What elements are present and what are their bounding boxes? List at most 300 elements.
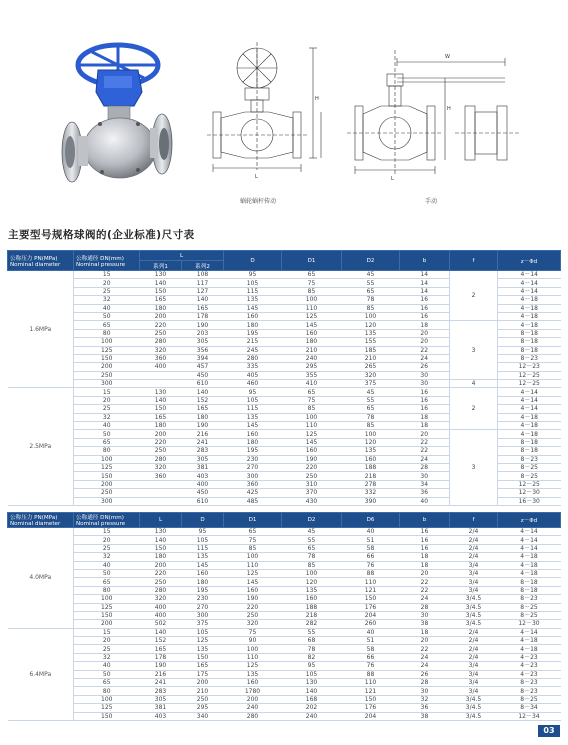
- table-cell: 32: [74, 653, 140, 661]
- page-number: 03: [538, 725, 560, 737]
- table-cell: 65: [282, 388, 342, 396]
- table-cell: 245: [224, 346, 282, 354]
- table-cell: 85: [282, 287, 342, 295]
- table-cell: [140, 380, 182, 388]
- label-l: L: [255, 174, 258, 180]
- table-cell: 335: [224, 363, 282, 371]
- table-cell: 178: [182, 312, 224, 320]
- table-cell: 400: [182, 480, 224, 488]
- table-cell: 165: [140, 645, 182, 653]
- table-cell: 360: [224, 480, 282, 488]
- header-d6: D6: [342, 513, 400, 528]
- table-cell: 12－25: [498, 480, 561, 488]
- table-cell: 15: [74, 388, 140, 396]
- table-cell: 218: [282, 611, 342, 619]
- table-cell: 140: [182, 296, 224, 304]
- table-cell: 100: [224, 553, 282, 561]
- label-h2: H: [447, 106, 451, 112]
- gear-drive-caption: 蜗轮蜗杆传动: [240, 198, 277, 205]
- spec-table-2: [7, 512, 561, 721]
- table-cell: 32: [74, 413, 140, 421]
- table-cell: 18: [400, 422, 450, 430]
- table-cell: 36: [400, 704, 450, 712]
- table-cell: 250: [140, 578, 182, 586]
- header-pn-en: Nominal diameter: [10, 521, 61, 527]
- table-cell-f: 3: [450, 430, 498, 506]
- table-cell: 355: [282, 371, 342, 379]
- table-cell: 22: [400, 586, 450, 594]
- table-cell: 75: [224, 536, 282, 544]
- table-cell: 85: [282, 405, 342, 413]
- label-h: H: [315, 96, 319, 102]
- table-cell: 18: [400, 413, 450, 421]
- table-cell: 381: [140, 704, 182, 712]
- table-cell: 8－18: [498, 438, 561, 446]
- table-cell: 12－30: [498, 620, 561, 628]
- header-d1: D1: [224, 513, 282, 528]
- header-l: L: [140, 513, 182, 528]
- table-cell: 65: [342, 287, 400, 295]
- table-cell: 85: [282, 561, 342, 569]
- table-cell: 2/4: [450, 645, 498, 653]
- table-cell: 110: [282, 422, 342, 430]
- table-cell: 16: [400, 396, 450, 404]
- table-cell: [140, 489, 182, 497]
- table-cell: 8－25: [498, 611, 561, 619]
- table-cell: 241: [182, 438, 224, 446]
- table-cell: 180: [224, 321, 282, 329]
- table-cell: 65: [224, 528, 282, 536]
- table-cell: 30: [400, 611, 450, 619]
- table-cell: 430: [282, 497, 342, 505]
- table-row: [8, 388, 561, 396]
- table-cell: 282: [282, 620, 342, 628]
- table-cell: 340: [182, 712, 224, 720]
- table-cell: 140: [140, 279, 182, 287]
- table-cell: 180: [140, 553, 182, 561]
- table-cell: 250: [74, 489, 140, 497]
- table-cell: 425: [224, 489, 282, 497]
- table-cell: 188: [282, 603, 342, 611]
- table-cell: 120: [342, 321, 400, 329]
- table-cell: 65: [342, 405, 400, 413]
- table-cell: 460: [224, 380, 282, 388]
- table-cell: 160: [182, 569, 224, 577]
- table-cell: 216: [182, 430, 224, 438]
- table-cell: 80: [74, 586, 140, 594]
- table-cell: 8－18: [498, 338, 561, 346]
- table-cell: 1780: [224, 687, 282, 695]
- table-cell: 230: [182, 595, 224, 603]
- table-cell: 200: [74, 363, 140, 371]
- table-row: [8, 380, 561, 388]
- table-cell: 283: [182, 447, 224, 455]
- table-cell: 381: [182, 463, 224, 471]
- table-cell: 16: [400, 304, 450, 312]
- table-cell: 4－14: [498, 536, 561, 544]
- table-cell: 110: [342, 679, 400, 687]
- table-cell: 8－23: [498, 595, 561, 603]
- table-cell: 250: [140, 329, 182, 337]
- table-cell: 4－18: [498, 561, 561, 569]
- table-cell: 25: [74, 544, 140, 552]
- table-cell: 165: [140, 413, 182, 421]
- table-cell: 26: [400, 363, 450, 371]
- table-cell: 283: [140, 687, 182, 695]
- table-cell: 135: [224, 296, 282, 304]
- table-cell: 190: [140, 662, 182, 670]
- table-cell: 400: [140, 611, 182, 619]
- table-cell: 241: [140, 679, 182, 687]
- table-cell: 4－14: [498, 287, 561, 295]
- table-cell: 320: [224, 620, 282, 628]
- table-cell: 250: [224, 611, 282, 619]
- table-cell: 135: [342, 329, 400, 337]
- table-cell: 180: [282, 338, 342, 346]
- table-cell: 240: [282, 712, 342, 720]
- table-cell: 100: [74, 338, 140, 346]
- header-d1: D1: [282, 251, 342, 271]
- table-cell: 250: [182, 695, 224, 703]
- table-row: [8, 695, 561, 703]
- table-cell: 2/4: [450, 544, 498, 552]
- table-row: [8, 528, 561, 536]
- table-cell: 220: [282, 463, 342, 471]
- table-cell: 65: [282, 544, 342, 552]
- table-cell: 610: [182, 497, 224, 505]
- table-cell: 12－34: [498, 712, 561, 720]
- table-cell: 12－23: [498, 363, 561, 371]
- table-cell: 40: [74, 662, 140, 670]
- table-cell: 240: [282, 354, 342, 362]
- table-cell: 117: [182, 279, 224, 287]
- table-cell: 320: [140, 595, 182, 603]
- header-dn-en: Nominal pressure: [76, 261, 126, 268]
- table-cell: 88: [342, 569, 400, 577]
- header-l-series1: 系列1: [140, 261, 182, 271]
- table-cell: 40: [342, 528, 400, 536]
- table-cell: 216: [140, 670, 182, 678]
- table-cell: 16: [400, 296, 450, 304]
- label-l2: L: [391, 176, 394, 182]
- header-l: L: [140, 251, 224, 261]
- table-cell: 36: [400, 489, 450, 497]
- pressure-cell: 4.0MPa: [8, 528, 74, 629]
- table-cell: 3/4.5: [450, 695, 498, 703]
- table-cell: 105: [224, 396, 282, 404]
- header-f: f: [450, 513, 498, 528]
- table-cell: 375: [182, 620, 224, 628]
- table-cell: 405: [224, 371, 282, 379]
- header-d: D: [182, 513, 224, 528]
- header-b: b: [400, 251, 450, 271]
- table-cell: 168: [282, 695, 342, 703]
- table-cell: 38: [400, 712, 450, 720]
- table-cell: 24: [400, 662, 450, 670]
- table-cell: 82: [282, 653, 342, 661]
- table-cell: 30: [400, 687, 450, 695]
- header-d2: D2: [342, 251, 400, 271]
- table-cell: 3/4.5: [450, 611, 498, 619]
- table-cell: 178: [140, 653, 182, 661]
- header-dn-cn: 公称通径 DN(mm): [76, 255, 124, 262]
- table-cell: 220: [140, 569, 182, 577]
- table-cell: 150: [342, 695, 400, 703]
- table-cell: 4－23: [498, 662, 561, 670]
- table-cell: 450: [182, 489, 224, 497]
- spec-table-1: [7, 250, 561, 506]
- table-cell: 78: [282, 645, 342, 653]
- table-cell: 150: [140, 287, 182, 295]
- table-cell: 4－18: [498, 296, 561, 304]
- table-cell: 121: [342, 586, 400, 594]
- table-cell: 34: [400, 480, 450, 488]
- table-cell: 8－18: [498, 447, 561, 455]
- table-cell: 155: [342, 338, 400, 346]
- table-cell: 160: [224, 430, 282, 438]
- table-cell: 300: [182, 611, 224, 619]
- table-cell: 3/4: [450, 687, 498, 695]
- table-row: [8, 670, 561, 678]
- table-cell: 270: [182, 603, 224, 611]
- table-cell: 300: [224, 472, 282, 480]
- table-cell-f: 2: [450, 271, 498, 321]
- header-dn: [74, 513, 140, 528]
- table-cell: 85: [224, 544, 282, 552]
- table-cell: 140: [140, 536, 182, 544]
- table-cell: 24: [400, 595, 450, 603]
- table-cell: 65: [282, 271, 342, 279]
- table-cell: 360: [140, 472, 182, 480]
- table-cell: 215: [224, 338, 282, 346]
- table-cell: 22: [400, 645, 450, 653]
- table-cell: 20: [74, 536, 140, 544]
- table-cell: 51: [342, 536, 400, 544]
- table-cell: 4－23: [498, 670, 561, 678]
- table-cell: 16: [400, 388, 450, 396]
- table-cell: 24: [400, 354, 450, 362]
- table-cell: 8－18: [498, 578, 561, 586]
- table-cell: 145: [224, 578, 282, 586]
- table-cell: 180: [182, 413, 224, 421]
- table-cell: 165: [182, 304, 224, 312]
- table-cell: 125: [224, 569, 282, 577]
- table-cell: 14: [400, 287, 450, 295]
- table-cell: 230: [224, 455, 282, 463]
- table-cell: 115: [224, 405, 282, 413]
- table-cell: 220: [224, 603, 282, 611]
- table-cell: 150: [140, 405, 182, 413]
- table-cell: 110: [282, 304, 342, 312]
- table-cell: 50: [74, 430, 140, 438]
- table-cell: 100: [342, 430, 400, 438]
- table-cell: 8－34: [498, 704, 561, 712]
- table-cell: 270: [224, 463, 282, 471]
- table-cell: 200: [140, 312, 182, 320]
- header-b: b: [400, 513, 450, 528]
- header-f: f: [450, 251, 498, 271]
- table-cell: 108: [182, 271, 224, 279]
- table-cell: 78: [342, 296, 400, 304]
- table-cell: 95: [282, 662, 342, 670]
- table-cell: 610: [182, 380, 224, 388]
- header-pn-cn: 公称压力 PN(MPa): [10, 255, 58, 262]
- table-cell: 20: [74, 279, 140, 287]
- table-row: [8, 603, 561, 611]
- table-cell: 210: [182, 687, 224, 695]
- table-cell: 280: [224, 712, 282, 720]
- table-cell: 150: [140, 544, 182, 552]
- table-cell: 400: [140, 363, 182, 371]
- table-cell: 100: [282, 569, 342, 577]
- table-cell: 160: [282, 595, 342, 603]
- table-cell: 40: [74, 561, 140, 569]
- table-cell: 110: [342, 578, 400, 586]
- table-cell: 180: [224, 438, 282, 446]
- table-cell: 105: [282, 670, 342, 678]
- table-cell: 356: [182, 346, 224, 354]
- lever-caption: 手动: [425, 198, 438, 205]
- table-cell: 140: [140, 628, 182, 636]
- table-cell: 76: [342, 662, 400, 670]
- table-cell: 20: [400, 637, 450, 645]
- table-cell: 390: [342, 497, 400, 505]
- table-row: [8, 544, 561, 552]
- table-cell: 4－14: [498, 628, 561, 636]
- table-cell: 95: [224, 388, 282, 396]
- table-row: [8, 653, 561, 661]
- table-row: [8, 536, 561, 544]
- table-cell: 135: [224, 413, 282, 421]
- table-cell: [140, 371, 182, 379]
- table-cell: 100: [282, 296, 342, 304]
- table-cell: 450: [182, 371, 224, 379]
- table-cell: 4－18: [498, 321, 561, 329]
- header-d: D: [224, 251, 282, 271]
- table-cell: 280: [224, 354, 282, 362]
- table-cell: 160: [224, 586, 282, 594]
- table-cell: 105: [182, 536, 224, 544]
- header-pn: [8, 513, 74, 528]
- table-cell: 65: [74, 679, 140, 687]
- table-row: [8, 271, 561, 279]
- table-cell: 160: [224, 312, 282, 320]
- table-cell: 370: [282, 489, 342, 497]
- table-cell: 145: [224, 304, 282, 312]
- table-cell: 58: [342, 544, 400, 552]
- table-row: [8, 704, 561, 712]
- table-cell: 160: [342, 455, 400, 463]
- table-cell: 16: [400, 312, 450, 320]
- table-cell: 20: [400, 430, 450, 438]
- table-cell: 150: [182, 653, 224, 661]
- table-cell: 200: [140, 561, 182, 569]
- table-cell: 78: [282, 553, 342, 561]
- header-d2: D2: [282, 513, 342, 528]
- table-row: [8, 620, 561, 628]
- table-cell: 150: [74, 611, 140, 619]
- table-cell: 2/4: [450, 628, 498, 636]
- table-cell: 66: [342, 553, 400, 561]
- table-cell: 135: [282, 586, 342, 594]
- table-row: [8, 662, 561, 670]
- table-cell: 310: [282, 480, 342, 488]
- table-cell: 105: [182, 628, 224, 636]
- table-cell: 100: [224, 645, 282, 653]
- table-cell: 125: [182, 637, 224, 645]
- table-cell: 280: [140, 586, 182, 594]
- table-cell: 320: [342, 371, 400, 379]
- table-cell: 20: [74, 637, 140, 645]
- table-cell: 8－23: [498, 455, 561, 463]
- table-cell: 125: [224, 662, 282, 670]
- table-row: [8, 628, 561, 636]
- table-cell: 22: [400, 578, 450, 586]
- table-cell: 15: [74, 528, 140, 536]
- table-cell: 8－18: [498, 329, 561, 337]
- table-cell: 16: [400, 405, 450, 413]
- table-cell: 25: [74, 287, 140, 295]
- table-cell: 55: [282, 628, 342, 636]
- table-cell: 3/4: [450, 670, 498, 678]
- table-cell: 90: [224, 637, 282, 645]
- table-cell: 457: [182, 363, 224, 371]
- table-cell: 260: [342, 620, 400, 628]
- table-cell: 3/4.5: [450, 712, 498, 720]
- table-cell: 2/4: [450, 528, 498, 536]
- table-cell: 8－25: [498, 463, 561, 471]
- table-cell: 18: [400, 561, 450, 569]
- table-cell: 26: [400, 670, 450, 678]
- table-cell: 3/4.5: [450, 603, 498, 611]
- table-cell: 305: [182, 455, 224, 463]
- table-cell: 25: [74, 645, 140, 653]
- table-cell: 100: [282, 413, 342, 421]
- table-cell: 204: [342, 712, 400, 720]
- table-cell: 160: [282, 329, 342, 337]
- table-cell: 16: [400, 528, 450, 536]
- table-cell: 152: [140, 637, 182, 645]
- table-cell: 125: [74, 603, 140, 611]
- table-cell-f: 4: [450, 380, 498, 388]
- table-cell: 4－18: [498, 430, 561, 438]
- table-cell: 305: [140, 695, 182, 703]
- table-cell: 12－25: [498, 371, 561, 379]
- table-cell: 25: [74, 405, 140, 413]
- table-cell: 3/4.5: [450, 595, 498, 603]
- table-cell: 175: [182, 670, 224, 678]
- table-cell: 2/4: [450, 653, 498, 661]
- table-cell: 4－14: [498, 544, 561, 552]
- table-cell: 58: [342, 645, 400, 653]
- table-cell: 4－18: [498, 569, 561, 577]
- gear-drive-drawing: [205, 40, 330, 200]
- table-cell: 135: [182, 645, 224, 653]
- pressure-cell: 2.5MPa: [8, 388, 74, 505]
- table-cell: 66: [342, 653, 400, 661]
- pressure-cell: 1.6MPa: [8, 271, 74, 388]
- table-cell: 300: [74, 497, 140, 505]
- table-cell: 185: [342, 346, 400, 354]
- table-cell: 20: [400, 338, 450, 346]
- table-row: [8, 578, 561, 586]
- table-cell: 68: [282, 637, 342, 645]
- table-cell: 78: [342, 413, 400, 421]
- table-cell: 145: [182, 561, 224, 569]
- table-cell: 130: [282, 679, 342, 687]
- table-cell: 130: [140, 528, 182, 536]
- table-cell-f: 2: [450, 388, 498, 430]
